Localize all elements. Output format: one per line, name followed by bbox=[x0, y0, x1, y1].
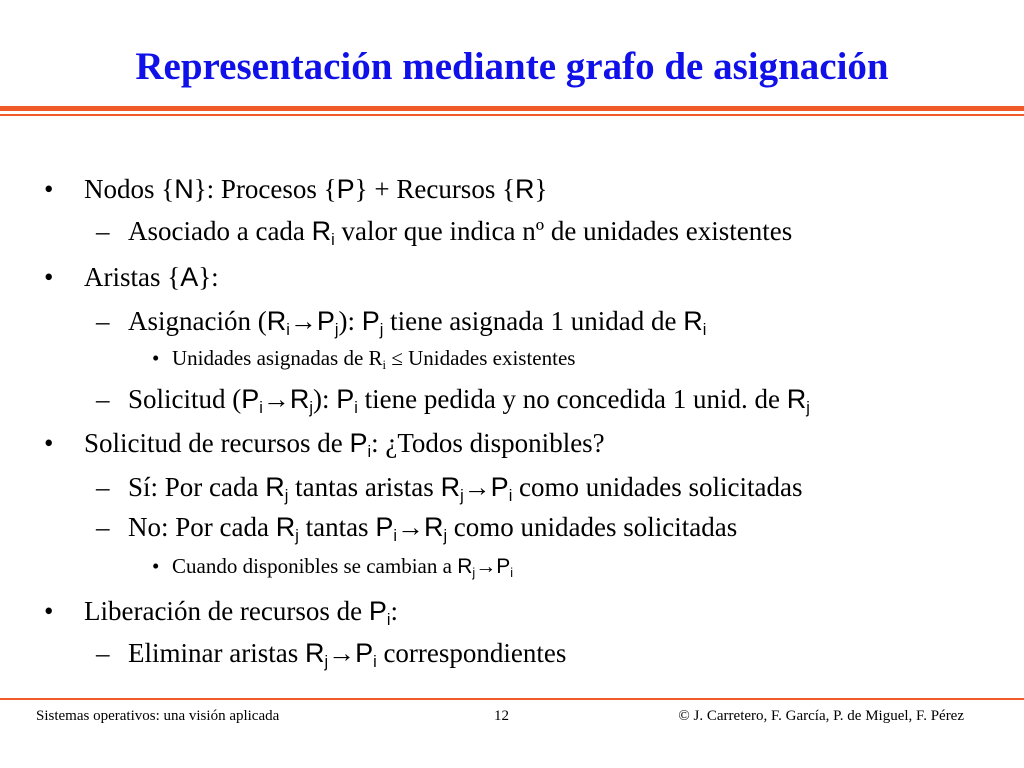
text: No: Por cada bbox=[128, 512, 276, 542]
dash-marker: – bbox=[96, 384, 110, 414]
var: R bbox=[304, 638, 325, 668]
footer-page-number: 12 bbox=[494, 708, 509, 724]
bullet-aristas bbox=[84, 264, 219, 291]
text: ): bbox=[312, 384, 337, 414]
var: R bbox=[683, 306, 703, 336]
arrow: → bbox=[396, 512, 424, 542]
title-rule-thick bbox=[0, 106, 1024, 111]
small-bullet-marker: • bbox=[152, 554, 160, 578]
text: valor que indica nº de unidades existentes bbox=[334, 216, 793, 246]
bullet-solicitud-recursos bbox=[84, 428, 605, 461]
subscript: i bbox=[510, 565, 514, 580]
var: P bbox=[496, 555, 511, 578]
text: tiene asignada 1 unidad de bbox=[383, 306, 684, 336]
bullet-marker: • bbox=[44, 262, 54, 292]
text: Nodos { bbox=[84, 174, 175, 204]
text: como unidades solicitadas bbox=[512, 472, 803, 502]
arrow: → bbox=[328, 638, 356, 668]
var: P bbox=[490, 472, 509, 502]
var: A bbox=[180, 262, 199, 292]
subscript: j bbox=[284, 486, 289, 505]
subscript: i bbox=[508, 486, 513, 505]
text: Sí: Por cada bbox=[128, 472, 266, 502]
var: R bbox=[786, 384, 807, 414]
var: R bbox=[515, 174, 535, 204]
subscript: i bbox=[393, 526, 397, 545]
subscript: i bbox=[354, 398, 358, 417]
dash-marker: – bbox=[96, 472, 110, 502]
bullet-liberacion bbox=[84, 596, 399, 629]
subscript: j bbox=[334, 320, 339, 339]
text: Solicitud de recursos de bbox=[84, 428, 350, 458]
sub-bullet-eliminar bbox=[128, 638, 567, 671]
dash-marker: – bbox=[96, 216, 110, 246]
sub-sub-bullet-unidades bbox=[172, 346, 576, 372]
text: : ¿Todos disponibles? bbox=[371, 428, 605, 458]
sub-sub-bullet-cuando bbox=[172, 554, 514, 580]
text: como unidades solicitadas bbox=[447, 512, 738, 542]
subscript: j bbox=[443, 526, 448, 545]
sub-bullet-si bbox=[128, 472, 803, 505]
bullet-nodos bbox=[84, 176, 548, 203]
bullet-marker: • bbox=[44, 596, 54, 626]
var: P bbox=[361, 306, 380, 336]
footer-book-title: Sistemas operativos: una visión aplicada bbox=[36, 708, 280, 724]
text: } + Recursos { bbox=[354, 174, 516, 204]
text: Eliminar aristas bbox=[128, 638, 305, 668]
text: Liberación de recursos de bbox=[84, 596, 369, 626]
text: tantas bbox=[298, 512, 376, 542]
var: P bbox=[336, 384, 355, 414]
slide-title: Representación mediante grafo de asignación bbox=[135, 45, 889, 88]
bullet-marker: • bbox=[44, 428, 54, 458]
var: R bbox=[266, 306, 287, 336]
subscript: i bbox=[259, 398, 263, 417]
subscript: i bbox=[331, 230, 335, 249]
var: R bbox=[265, 472, 285, 502]
arrow: → bbox=[289, 306, 317, 336]
text: }: Procesos { bbox=[193, 174, 337, 204]
subscript: j bbox=[460, 486, 464, 505]
subscript: j bbox=[295, 526, 299, 545]
var: R bbox=[311, 216, 332, 246]
arrow: → bbox=[262, 384, 290, 414]
sub-bullet-asignacion bbox=[128, 306, 707, 339]
var: R bbox=[457, 555, 473, 578]
text: Solicitud ( bbox=[128, 384, 242, 414]
text: Cuando disponibles se cambian a bbox=[172, 554, 458, 578]
subscript: j bbox=[472, 565, 476, 580]
subscript: j bbox=[806, 398, 810, 417]
subscript: j bbox=[324, 652, 329, 671]
dash-marker: – bbox=[96, 306, 110, 336]
text: } bbox=[534, 174, 548, 204]
sub-bullet-no bbox=[128, 512, 738, 545]
subscript: j bbox=[309, 398, 313, 417]
var: R bbox=[289, 384, 310, 414]
text: Asignación ( bbox=[128, 306, 267, 336]
text: Aristas { bbox=[84, 262, 181, 292]
var: P bbox=[368, 596, 387, 626]
text: }: bbox=[198, 262, 219, 292]
arrow: → bbox=[463, 472, 491, 502]
text: tiene pedida y no concedida 1 unid. de bbox=[357, 384, 787, 414]
small-bullet-marker: • bbox=[152, 346, 160, 370]
arrow: → bbox=[475, 554, 497, 578]
dash-marker: – bbox=[96, 638, 110, 668]
text: ≤ Unidades existentes bbox=[386, 346, 576, 370]
subscript: i bbox=[367, 442, 372, 461]
subscript: i bbox=[286, 320, 290, 339]
var: P bbox=[241, 384, 260, 414]
var: R bbox=[275, 512, 296, 542]
subscript: i bbox=[702, 320, 707, 339]
sub-bullet-asociado bbox=[128, 216, 793, 249]
subscript: i bbox=[373, 652, 377, 671]
sub-bullet-solicitud bbox=[128, 384, 810, 417]
var: P bbox=[349, 428, 368, 458]
title-rule-thin bbox=[0, 114, 1024, 116]
var: P bbox=[375, 512, 394, 542]
text: Unidades asignadas de R bbox=[172, 346, 383, 370]
text: ): bbox=[338, 306, 362, 336]
dash-marker: – bbox=[96, 512, 110, 542]
var: N bbox=[174, 174, 194, 204]
bullet-marker: • bbox=[44, 174, 54, 204]
subscript: i bbox=[386, 610, 391, 629]
var: R bbox=[423, 512, 444, 542]
text: Asociado a cada bbox=[128, 216, 312, 246]
subscript: i bbox=[382, 357, 387, 372]
var: P bbox=[355, 638, 374, 668]
var: P bbox=[316, 306, 335, 336]
var: R bbox=[440, 472, 461, 502]
footer-rule bbox=[0, 698, 1024, 700]
text: correspondientes bbox=[376, 638, 567, 668]
subscript: j bbox=[379, 320, 384, 339]
text: tantas aristas bbox=[288, 472, 441, 502]
footer-copyright: © J. Carretero, F. García, P. de Miguel, F. Pérez bbox=[678, 708, 964, 724]
var: P bbox=[336, 174, 355, 204]
text: : bbox=[390, 596, 399, 626]
